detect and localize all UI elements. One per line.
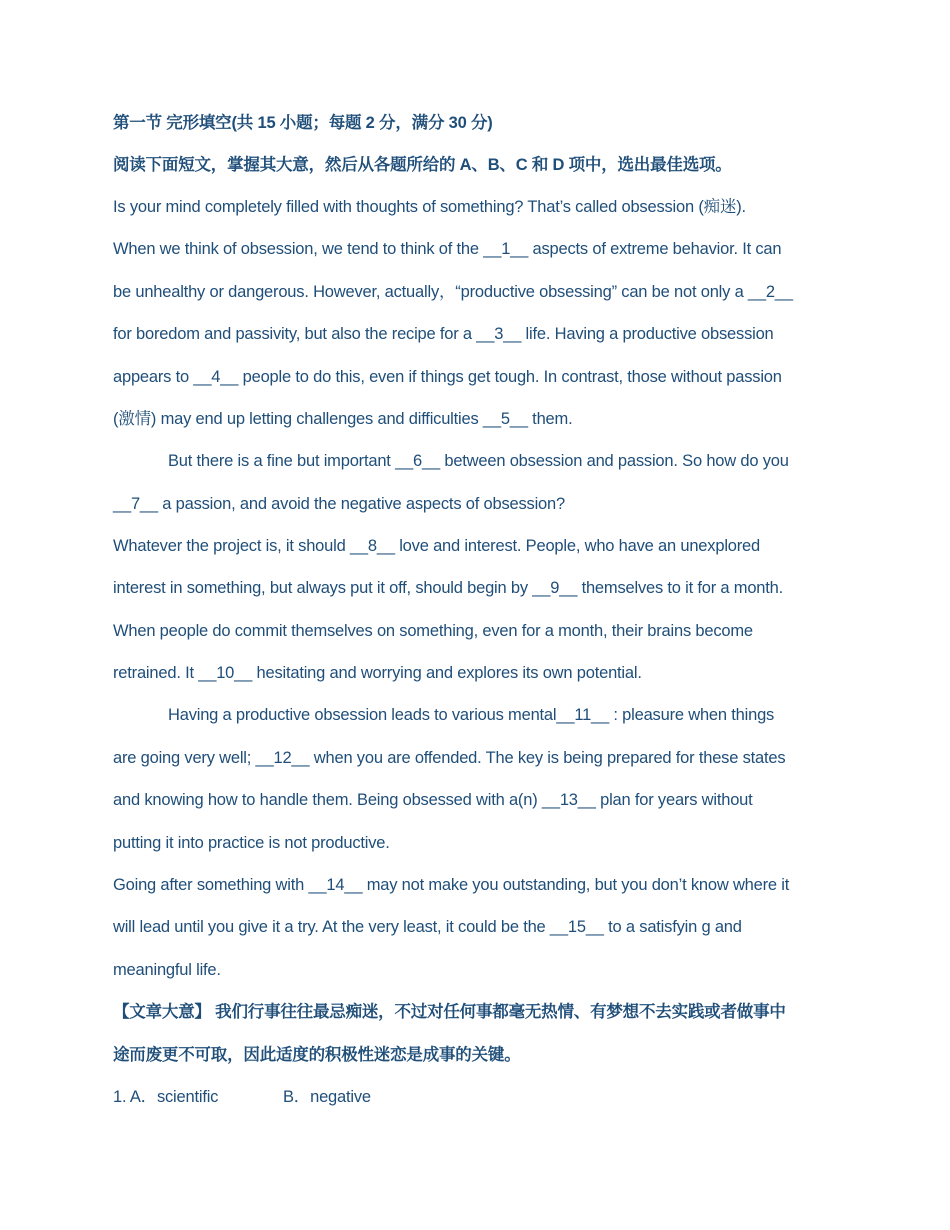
passage-line: Is your mind completely filled with thoughts of something? That’s called obsession (痴迷).: [113, 198, 746, 216]
passage-line: Having a productive obsession leads to various mental__11__ : pleasure when things: [168, 706, 775, 724]
instruction: 阅读下面短文，掌握其大意，然后从各题所给的 A、B、C 和 D 项中，选出最佳选项。: [113, 156, 732, 174]
passage-line: appears to __4__ people to do this, even if things get tough. In contrast, those without passion: [113, 368, 782, 386]
summary-line: 【文章大意】 我们行事往往最忌痴迷，不过对任何事都毫无热情、有梦想不去实践或者做事中: [113, 1003, 786, 1021]
option-b: B．negative: [283, 1088, 371, 1106]
passage-line: Whatever the project is, it should __8__ love and interest. People, who have an unexplored: [113, 537, 761, 555]
section-title: 第一节 完形填空(共 15 小题；每题 2 分，满分 30 分): [113, 114, 493, 132]
option-a: A．scientific: [129, 1088, 219, 1106]
passage-line: for boredom and passivity, but also the recipe for a __3__ life. Having a productive obsession: [113, 325, 774, 343]
question-number: 1.: [113, 1088, 130, 1106]
passage-line: (激情) may end up letting challenges and difficulties __5__ them.: [113, 410, 573, 428]
passage-line: __7__ a passion, and avoid the negative aspects of obsession?: [113, 495, 565, 513]
summary-line: 途而废更不可取，因此适度的积极性迷恋是成事的关键。: [113, 1046, 521, 1064]
passage-line: are going very well; __12__ when you are offended. The key is being prepared for these states: [113, 749, 786, 767]
passage-line: be unhealthy or dangerous. However, actually，“productive obsessing” can be not only a __2__: [113, 283, 793, 301]
passage-line: interest in something, but always put it off, should begin by __9__ themselves to it for a month.: [113, 579, 784, 597]
passage-line: meaningful life.: [113, 961, 221, 979]
passage-line: But there is a fine but important __6__ between obsession and passion. So how do you: [168, 452, 789, 470]
passage-line: putting it into practice is not productive.: [113, 834, 390, 852]
passage-line: When people do commit themselves on something, even for a month, their brains become: [113, 622, 753, 640]
passage-line: When we think of obsession, we tend to think of the __1__ aspects of extreme behavior. It can: [113, 240, 782, 258]
question-1: [113, 1087, 613, 1107]
passage-line: and knowing how to handle them. Being obsessed with a(n) __13__ plan for years without: [113, 791, 753, 809]
passage-line: retrained. It __10__ hesitating and worrying and explores its own potential.: [113, 664, 642, 682]
passage-line: will lead until you give it a try. At the very least, it could be the __15__ to a satisfyin g and: [113, 918, 742, 936]
passage-line: Going after something with __14__ may not make you outstanding, but you don’t know where it: [113, 876, 790, 894]
